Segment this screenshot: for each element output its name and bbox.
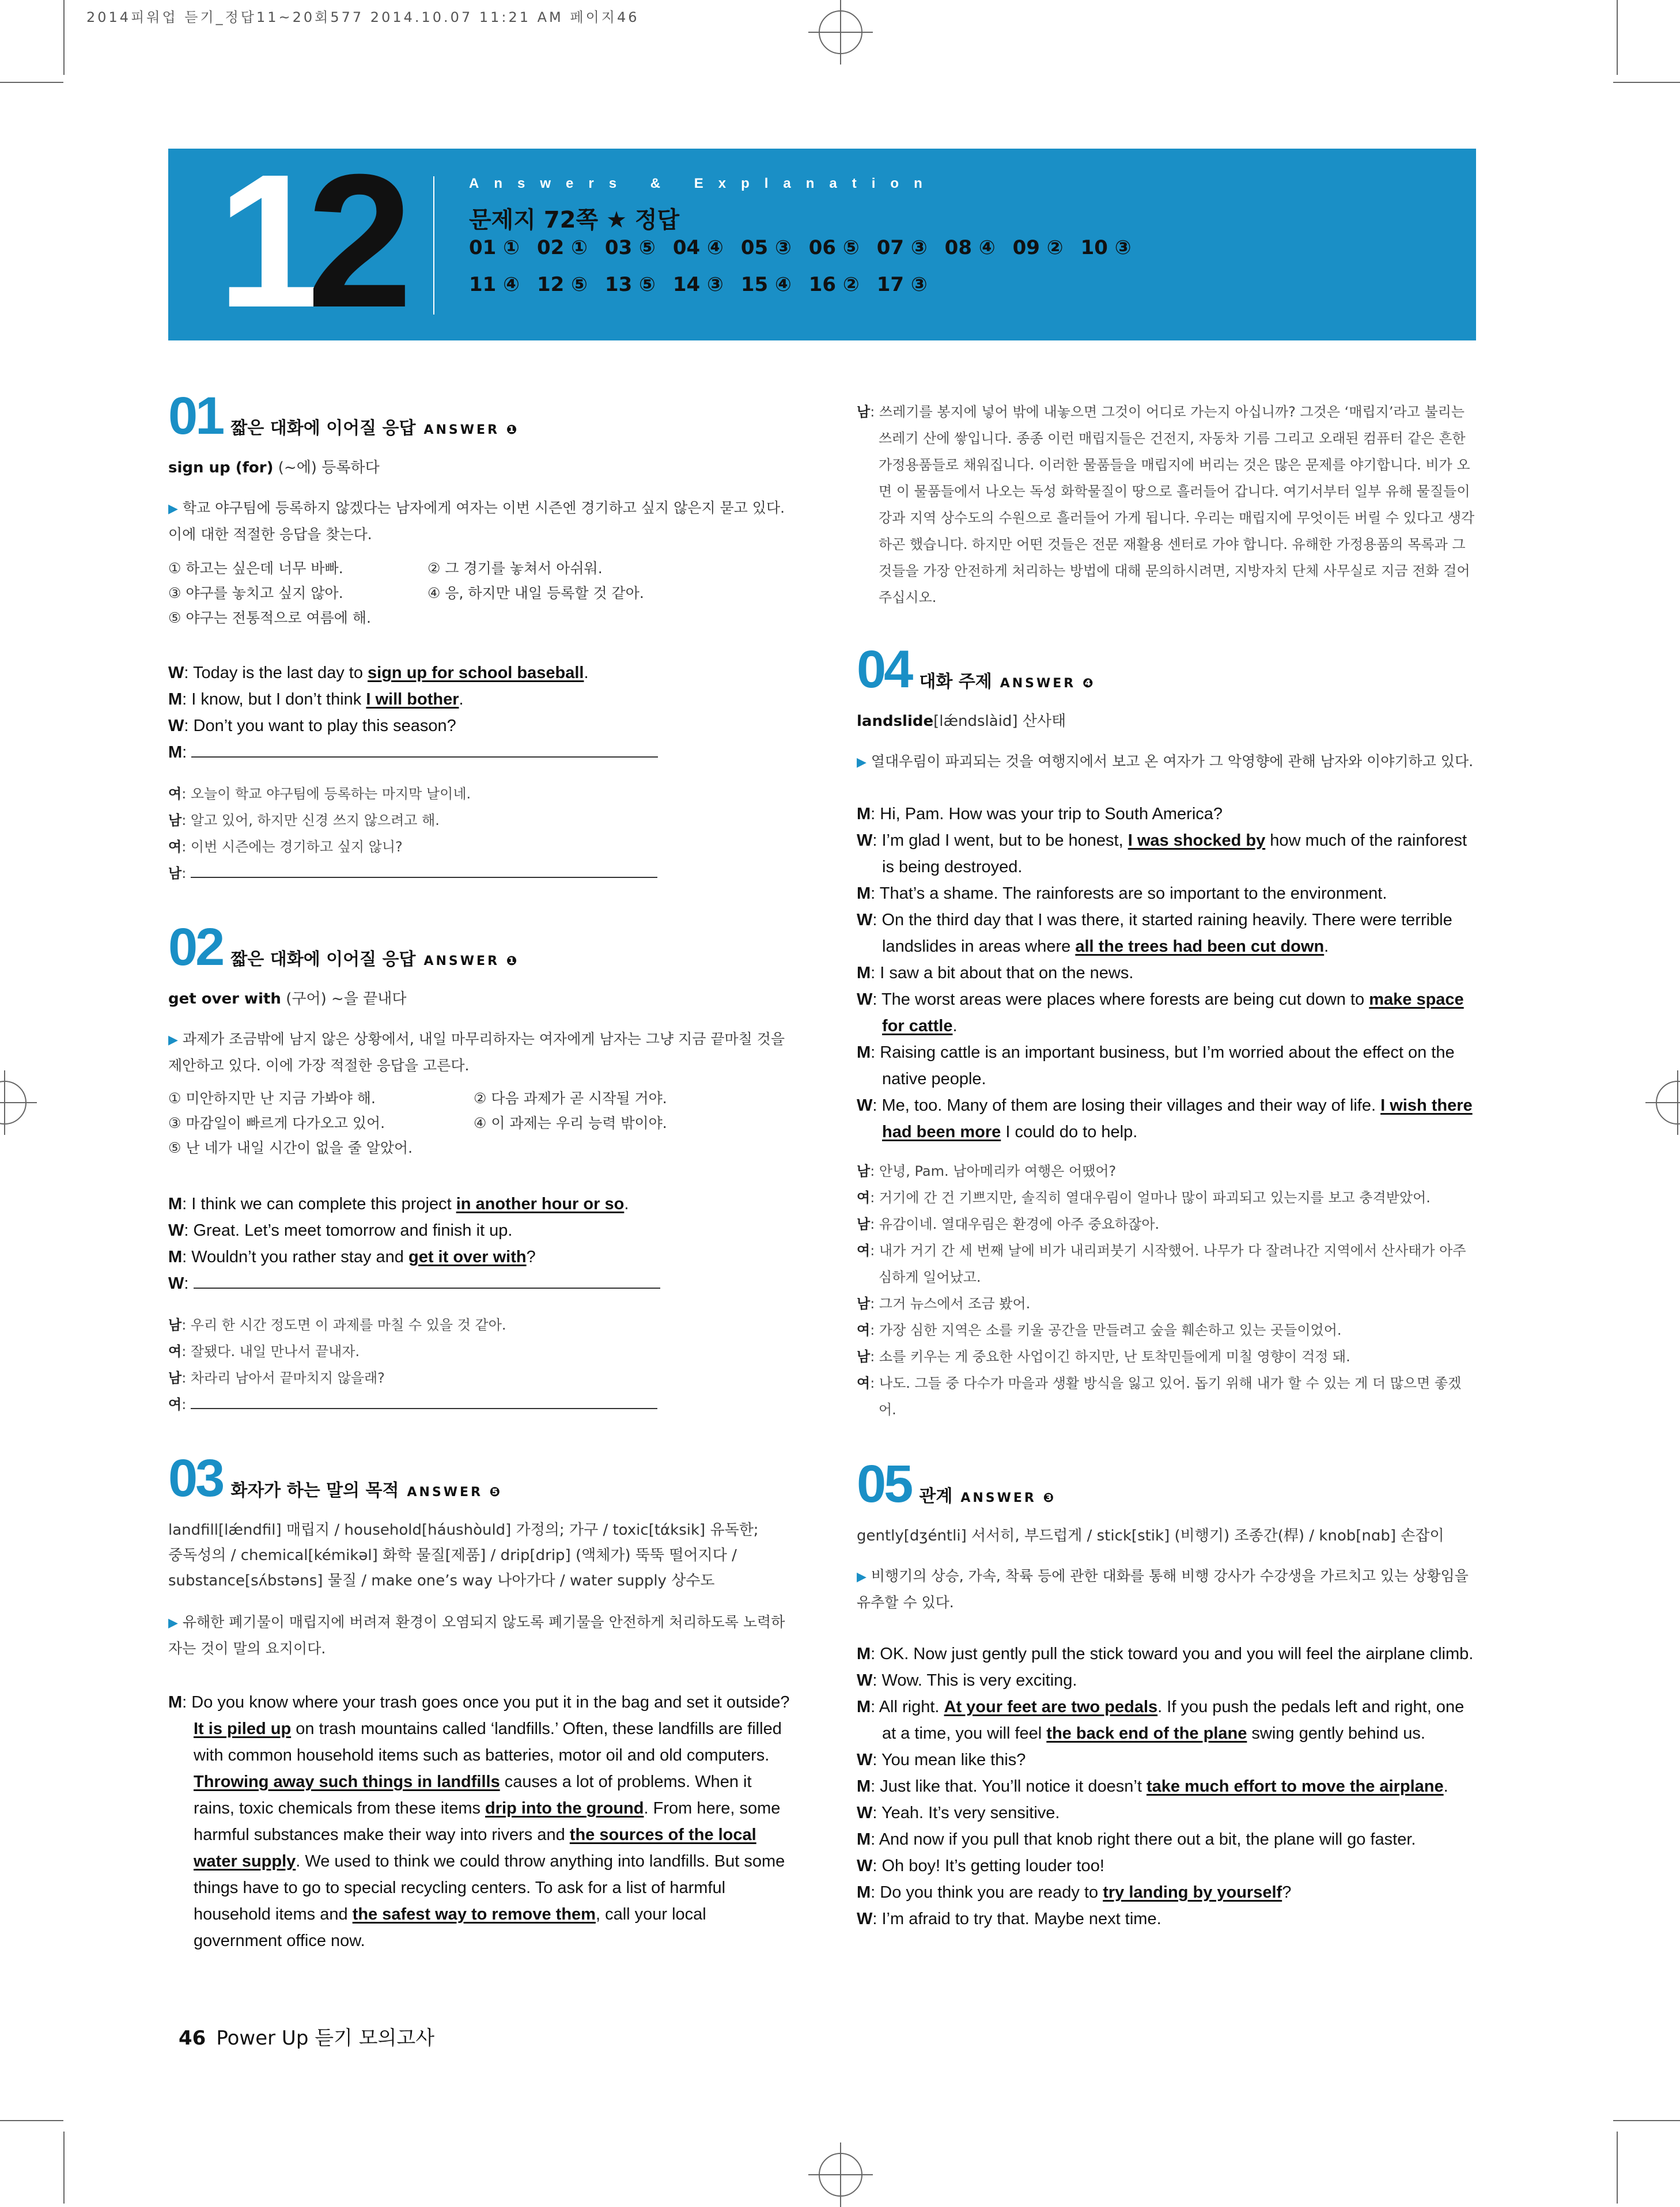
dialogue-line: W: Today is the last day to sign up for school baseball.: [168, 664, 589, 682]
section-header-02: 02 짧은 대화에 이어질 응답 ANSWER ❶: [168, 918, 520, 976]
crop-mark: [1613, 82, 1680, 83]
answer-item: 01 ①: [469, 236, 520, 259]
crop-mark: [0, 82, 63, 83]
section-header-05: 05 관계 ANSWER ❸: [857, 1455, 1057, 1513]
answer-item: 04 ④: [672, 236, 724, 259]
choice: ④ 응, 하지만 내일 등록할 것 같아.: [427, 585, 644, 601]
description: ▶ 과제가 조금밖에 남지 않은 상황에서, 내일 마무리하자는 여자에게 남자는 그냥 지금 끝마칠 것을 제안하고 있다. 이에 가장 적절한 응답을 고른다.: [168, 1031, 785, 1074]
dialogue-line: W: Great. Let’s meet tomorrow and finish it up.: [168, 1221, 513, 1240]
choice: ① 미안하지만 난 지금 가봐야 해.: [168, 1090, 376, 1107]
registration-mark-icon: [819, 2153, 862, 2197]
answer-item: 05 ③: [740, 236, 792, 259]
translation: 남: 쓰레기를 봉지에 넣어 밖에 내놓으면 그것이 어디로 가는지 아십니까? 그것은 ‘매립지’라고 불리는 쓰레기 산에 쌓입니다. 종종 이런 매립지들은 건전지, 자동차 기름 그리고 오래된 컴퓨터 같은 흔한 가정용품들로 채워집니다. 이러한 물품들을 매립지에 버리는 것은 많은 문제를 야기합니다. 비가 오면 이 물품들에서 나오는 독성 화학물질이 땅으로 흘러들어 갑니다. 여기서부터 일부 유해 물질들이 강과 지역 상수도의 수원으로 흘러들어 가게 됩니다. 우리는 매립지에 무엇이든 버릴 수 있다고 생각하곤 했습니다. 하지만 어떤 것들은 전문 재활용 센터로 가야 합니다. 유해한 가정용품의 목록과 그것들을 가장 안전하게 처리하는 방법에 대해 문의하시려면, 지방자치 단체 사무실로 지금 전화 걸어 주십시오.: [857, 404, 1475, 605]
page-number: 46: [179, 2027, 206, 2050]
dialogue-line: M: Raising cattle is an important business, but I’m worried about the effect on the native people.: [857, 1043, 1455, 1088]
dialogue: [168, 660, 790, 766]
answer-blank: [191, 1393, 657, 1409]
choice: ⑤ 난 네가 내일 시간이 없을 줄 알았어.: [168, 1140, 413, 1156]
translation: 남: 우리 한 시간 정도면 이 과제를 마칠 수 있을 것 같아. 여: 잘됐다. 내일 만나서 끝내자. 남: 차라리 남아서 끝마치지 않을래? 여:: [168, 1312, 790, 1418]
dialogue-line: W: Don’t you want to play this season?: [168, 717, 456, 735]
dialogue-line: M: I saw a bit about that on the news.: [857, 964, 1134, 982]
answer-item: 10 ③: [1080, 236, 1132, 259]
description: ▶ 유해한 폐기물이 매립지에 버려져 환경이 오염되지 않도록 폐기물을 안전하게 처리하도록 노력하자는 것이 말의 요지이다.: [168, 1614, 785, 1657]
print-header: 2014피워업 듣기_정답11~20회577 2014.10.07 11:21 AM 페이지46: [86, 9, 640, 25]
dialogue: [857, 801, 1476, 1145]
crop-mark: [1613, 2120, 1680, 2121]
section-header-04: 04 대화 주제 ANSWER ❹: [857, 640, 1096, 699]
dialogue-line: W: The worst areas were places where forests are being cut down to make space for cattle.: [857, 990, 1464, 1035]
dialogue-line: M: I think we can complete this project in another hour or so.: [168, 1195, 629, 1213]
choice: ⑤ 야구는 전통적으로 여름에 해.: [168, 610, 371, 626]
dialogue: [168, 1191, 790, 1297]
book-title: Power Up 듣기 모의고사: [216, 2027, 435, 2050]
dialogue-line: M: OK. Now just gently pull the stick toward you and you will feel the airplane climb.: [857, 1645, 1474, 1663]
translation: 남: 안녕, Pam. 남아메리카 여행은 어땠어? 여: 거기에 간 건 기쁘지만, 솔직히 열대우림이 얼마나 많이 파괴되고 있는지를 보고 충격받았어. 남: 유감이네. 열대우림은 환경에 아주 중요하잖아. 여: 내가 거기 간 세 번째 날에 비가 내리퍼붓기 시작했어. 나무가 다 잘려나간 지역에서 산사태가 아주 심하게 일어났고. 남: 그거 뉴스에서 조금 봤어. 여: 가장 심한 지역은 소를 키울 공간을 만들려고 숲을 훼손하고 있는 곳들이었어. 남: 소를 키우는 게 중요한 사업이긴 하지만, 난 토착민들에게 미칠 영향이 걱정 돼. 여: 나도. 그들 중 다수가 마을과 생활 방식을 잃고 있어. 돕기 위해 내가 할 수 있는 게 더 많으면 좋겠어.: [857, 1163, 1466, 1418]
answer-blank: [191, 862, 657, 878]
answer-item: 02 ①: [536, 236, 588, 259]
dialogue-line: M: Wouldn’t you rather stay and get it over with?: [168, 1248, 536, 1266]
dialogue-line: W: Yeah. It’s very sensitive.: [857, 1804, 1060, 1822]
section-header-01: 01 짧은 대화에 이어질 응답 ANSWER ❶: [168, 387, 520, 445]
answer-row: [469, 236, 1149, 259]
crop-mark: [63, 2132, 65, 2204]
answer-item: 07 ③: [876, 236, 928, 259]
answer-item: 08 ④: [944, 236, 996, 259]
vocab: gently[dʒéntli] 서서히, 부드럽게 / stick[stik] (비행기) 조종간(桿) / knob[nɑb] 손잡이: [857, 1527, 1444, 1544]
crop-mark: [0, 2120, 63, 2121]
choice: ③ 야구를 놓치고 싶지 않아.: [168, 585, 343, 601]
dialogue-line: W: Me, too. Many of them are losing their villages and their way of life. I wish there had been more I could do to help.: [857, 1096, 1473, 1141]
dialogue-line: M: Do you think you are ready to try landing by yourself?: [857, 1883, 1292, 1902]
choice: ① 하고는 싶은데 너무 바빠.: [168, 560, 343, 577]
answer-item: 06 ⑤: [808, 236, 860, 259]
dialogue-line: M: Just like that. You’ll notice it doesn’t take much effort to move the airplane.: [857, 1777, 1448, 1796]
answer-item: 14 ③: [672, 273, 724, 296]
vocab: sign up (for) (~에) 등록하다: [168, 459, 380, 476]
choice: ② 그 경기를 놓쳐서 아쉬워.: [427, 560, 603, 577]
crop-mark: [1617, 0, 1618, 75]
answer-item: 16 ②: [808, 273, 860, 296]
dialogue-line: M: Do you know where your trash goes once you put it in the bag and set it outside? It is piled up on trash mountains called ‘landfills.’ Often, these landfills are filled with common household items such as batteries, motor oil and old computers. Throwing away such things in landfills causes a lot of problems. When it rains, toxic chemicals from these items drip into the ground. From here, some harmful substances make their way into rivers and the sources of the local water supply. We used to think we could throw anything into landfills. But some things have to go to special recycling centers. To ask for a list of harmful household items and the safest way to remove them, call your local government office now.: [168, 1693, 790, 1950]
answer-blank: [191, 739, 658, 758]
choices: [168, 556, 790, 637]
answer-item: 11 ④: [469, 273, 520, 296]
dialogue-line: W: I’m afraid to try that. Maybe next time.: [857, 1910, 1161, 1928]
dialogue-line: M: That’s a shame. The rainforests are so important to the environment.: [857, 884, 1387, 903]
translation: 여: 오늘이 학교 야구팀에 등록하는 마지막 날이네. 남: 알고 있어, 하지만 신경 쓰지 않으려고 해. 여: 이번 시즌에는 경기하고 싶지 않니? 남:: [168, 781, 790, 887]
dialogue-line: M: I know, but I don’t think I will bother.: [168, 690, 464, 709]
answer-item: 12 ⑤: [536, 273, 588, 296]
vocab: landfill[lǽndfil] 매립지 / household[háushòuld] 가정의; 가구 / toxic[tάksik] 유독한; 중독성의 / chemical[kémikəl] 화학 물질[제품] / drip[drip] (액체가) 뚝뚝 떨어지다 / substance[sʌ́bstəns] 물질 / make one’s way 나아가다 / water supply 상수도: [168, 1521, 759, 1589]
registration-mark-icon: [1656, 1081, 1680, 1125]
answer-row: [469, 273, 945, 296]
monologue: [168, 1689, 790, 1954]
dialogue-line: W: I’m glad I went, but to be honest, I was shocked by how much of the rainforest is being destroyed.: [857, 831, 1467, 876]
dialogue: [857, 1641, 1476, 1932]
crop-mark: [63, 0, 65, 75]
dialogue-line: M: All right. At your feet are two pedals. If you push the pedals left and right, one at a time, you will feel the back end of the plane swing gently behind us.: [857, 1698, 1465, 1743]
page-footer: [179, 2022, 434, 2050]
answer-blank: [194, 1270, 660, 1289]
registration-mark-icon: [819, 10, 862, 54]
answer-item: 15 ④: [740, 273, 792, 296]
dialogue-line: W: Oh boy! It’s getting louder too!: [857, 1857, 1104, 1875]
section-header-03: 03 화자가 하는 말의 목적 ANSWER ❺: [168, 1449, 503, 1508]
dialogue-line: M:: [168, 739, 790, 766]
banner-kicker: Answers & Explanation: [469, 176, 937, 191]
chapter-number: 12: [217, 134, 397, 347]
banner-title: 문제지 72쪽 ★ 정답: [469, 207, 680, 233]
description: ▶ 비행기의 상승, 가속, 착륙 등에 관한 대화를 통해 비행 강사가 수강생을 가르치고 있는 상황임을 유추할 수 있다.: [857, 1568, 1469, 1611]
answer-item: 03 ⑤: [604, 236, 656, 259]
dialogue-line: W: You mean like this?: [857, 1751, 1026, 1769]
answer-item: 09 ②: [1012, 236, 1064, 259]
chapter-banner: [168, 134, 1476, 347]
dialogue-line: W:: [168, 1270, 790, 1297]
dialogue-line: W: Wow. This is very exciting.: [857, 1671, 1077, 1690]
choice: ② 다음 과제가 곧 시작될 거야.: [474, 1090, 667, 1107]
banner-divider: [433, 176, 434, 315]
description: ▶ 학교 야구팀에 등록하지 않겠다는 남자에게 여자는 이번 시즌엔 경기하고 싶지 않은지 묻고 있다. 이에 대한 적절한 응답을 찾는다.: [168, 499, 785, 543]
dialogue-line: W: On the third day that I was there, it started raining heavily. There were terrible landslides in areas where all the trees had been cut down.: [857, 911, 1452, 956]
registration-mark-icon: [0, 1081, 27, 1125]
dialogue-line: M: Hi, Pam. How was your trip to South America?: [857, 805, 1223, 823]
dialogue-line: M: And now if you pull that knob right there out a bit, the plane will go faster.: [857, 1830, 1416, 1849]
answer-item: 17 ③: [876, 273, 928, 296]
answer-item: 13 ⑤: [604, 273, 656, 296]
choice: ③ 마감일이 빠르게 다가오고 있어.: [168, 1115, 385, 1131]
choices: [168, 1086, 790, 1167]
choice: ④ 이 과제는 우리 능력 밖이야.: [474, 1115, 667, 1131]
vocab: get over with (구어) ~을 끝내다: [168, 990, 407, 1008]
crop-mark: [1617, 2132, 1618, 2204]
vocab: landslide[lǽndslàid] 산사태: [857, 713, 1066, 730]
description: ▶ 열대우림이 파괴되는 것을 여행지에서 보고 온 여자가 그 악영향에 관해 남자와 이야기하고 있다.: [857, 753, 1474, 770]
